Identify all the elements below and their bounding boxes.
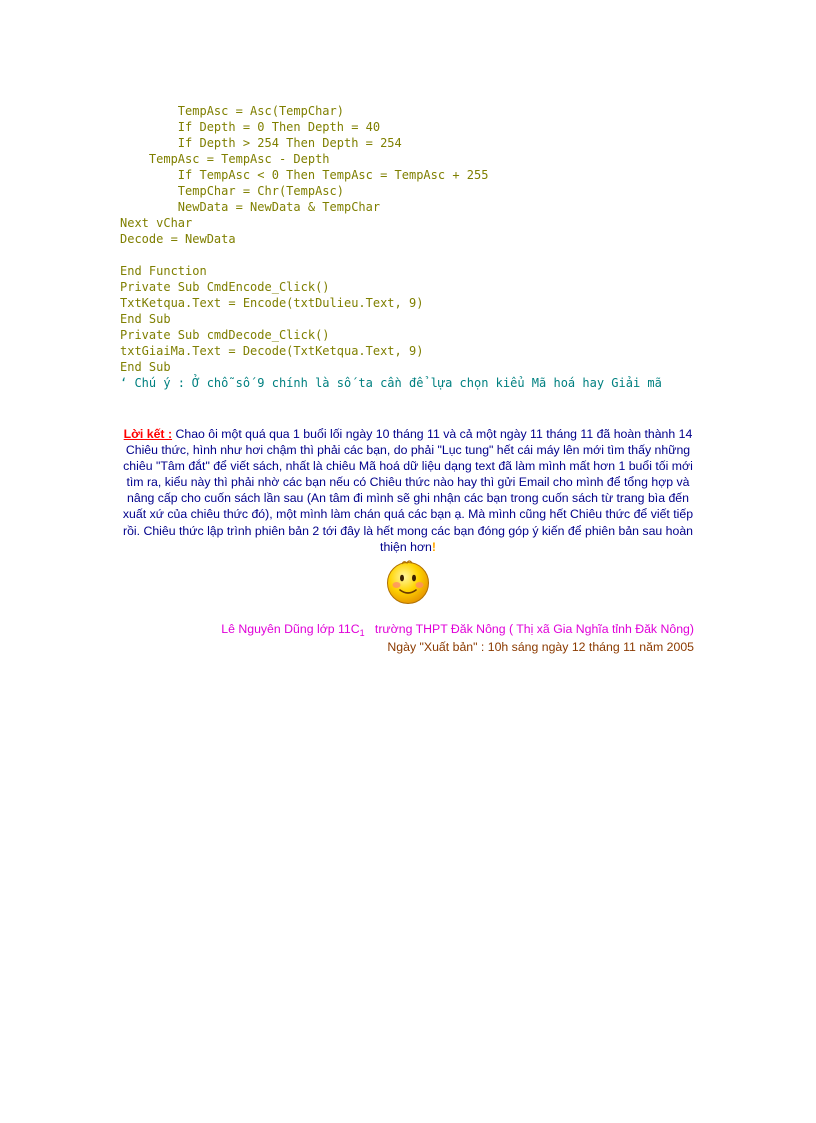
code-line: If Depth > 254 Then Depth = 254 [120,136,402,150]
closing-label: Lời kết : [123,427,173,441]
code-line: Private Sub CmdEncode_Click() [120,280,330,294]
author-line [120,622,694,638]
closing-tail-mark: ! [431,539,436,554]
code-line: End Function [120,264,207,278]
author-class-subscript: 1 [359,628,365,638]
code-listing [120,103,720,391]
code-line: NewData = NewData & TempChar [120,200,381,214]
code-line: Private Sub cmdDecode_Click() [120,328,330,342]
code-comment: ‘ Chú ý : Ở chỗ số 9 chính là số ta cần để lựa chọn kiểu Mã hoá hay Giải mã [120,376,662,390]
code-line: If Depth = 0 Then Depth = 40 [120,120,381,134]
code-line: txtGiaiMa.Text = Decode(TxtKetqua.Text, 9) [120,344,424,358]
code-line: Next vChar [120,216,193,230]
code-line: TxtKetqua.Text = Encode(txtDulieu.Text, 9) [120,296,424,310]
code-line: TempAsc = Asc(TempChar) [120,104,344,118]
code-line: TempAsc = TempAsc - Depth [120,152,330,166]
code-line: End Sub [120,312,171,326]
author-name: Lê Nguyên Dũng lớp 11C [221,622,360,636]
code-line [120,247,720,263]
code-line: Decode = NewData [120,232,236,246]
closing-paragraph [118,426,698,555]
release-date-line: Ngày "Xuất bản" : 10h sáng ngày 12 tháng 11 năm 2005 [387,640,694,654]
closing-text: Chao ôi một quá qua 1 buổi lối ngày 10 tháng 11 và cả một ngày 11 tháng 11 đã hoàn thành 14 Chiêu thức, hình như hơi chậm thì phải các bạn, do phải "Lục tung" hết cái máy lên mới tìm thấy những chiêu "Tâm đắt" để viết sách, nhất là chiêu Mã hoá dữ liệu dạng text đã làm mình mất hơn 1 buổi tối mới tìm ra, kiểu này thì phải nhờ các bạn nếu có Chiêu thức nào hay thì gửi Email cho mình để tổng hợp và nâng cấp cho cuốn sách lần sau (An tâm đi mình sẽ ghi nhận các bạn trong cuốn sách từ trang bìa đến xuất xứ của chiêu thức đó), một mình làm chán quá các bạn ạ. Mà mình cũng hết Chiêu thức để viết tiếp rồi. Chiêu thức lập trình phiên bản 2 tới đây là hết mong các bạn đóng góp ý kiến để phiên bản sau hoàn thiện hơn [122,427,694,554]
code-line: If TempAsc < 0 Then TempAsc = TempAsc + 255 [120,168,489,182]
code-line: End Sub [120,360,171,374]
code-line: TempChar = Chr(TempAsc) [120,184,344,198]
author-school: trường THPT Đăk Nông ( Thị xã Gia Nghĩa tỉnh Đăk Nông) [374,622,694,636]
smiley-face-icon [386,559,430,605]
